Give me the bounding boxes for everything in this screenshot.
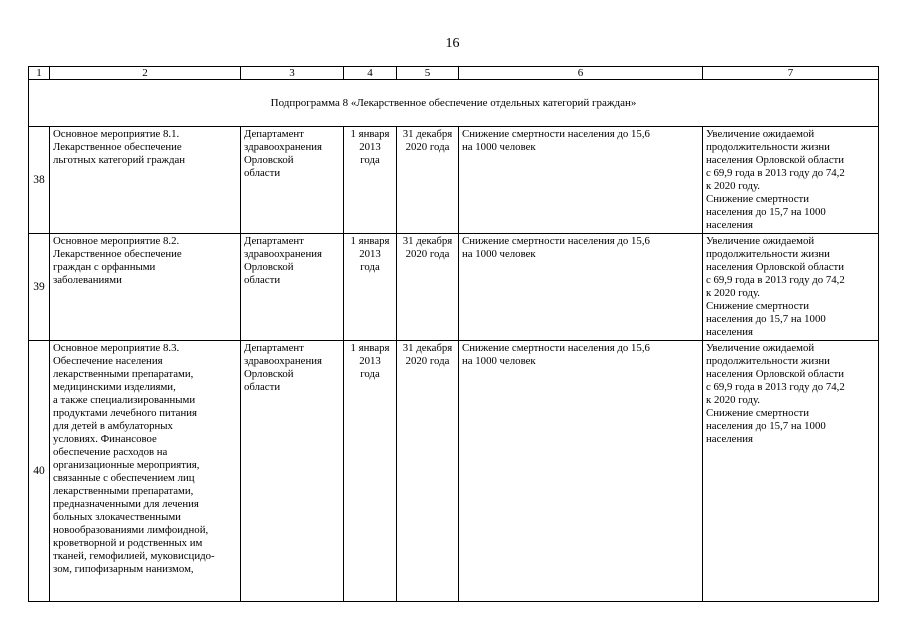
header-col-4: 4 [344, 67, 397, 80]
executor-cell: Департамент здравоохранения Орловской области [241, 341, 344, 602]
indicators-cell: Увеличение ожидаемой продолжительности жизни населения Орловской области с 69,9 года в 2013 году до 74,2 к 2020 году. Снижение смертности населения до 15,7 на 1000 населения [703, 234, 879, 341]
header-col-7: 7 [703, 67, 879, 80]
program-table [28, 66, 879, 602]
subprogram-row [29, 80, 879, 127]
table-row [29, 234, 879, 341]
activity-cell: Основное мероприятие 8.2. Лекарственное обеспечение граждан с орфанными заболеваниями [50, 234, 241, 341]
activity-cell: Основное мероприятие 8.1. Лекарственное обеспечение льготных категорий граждан [50, 127, 241, 234]
result-cell: Снижение смертности населения до 15,6 на 1000 человек [459, 127, 703, 234]
table-row [29, 127, 879, 234]
subprogram-title: Подпрограмма 8 «Лекарственное обеспечение отдельных категорий граждан» [29, 80, 879, 127]
header-col-2: 2 [50, 67, 241, 80]
row-number: 38 [29, 127, 50, 234]
end-date-cell: 31 декабря 2020 года [397, 341, 459, 602]
header-col-1: 1 [29, 67, 50, 80]
result-cell: Снижение смертности населения до 15,6 на 1000 человек [459, 234, 703, 341]
start-date-cell: 1 января 2013 года [344, 234, 397, 341]
header-col-3: 3 [241, 67, 344, 80]
indicators-cell: Увеличение ожидаемой продолжительности жизни населения Орловской области с 69,9 года в 2013 году до 74,2 к 2020 году. Снижение смертности населения до 15,7 на 1000 населения [703, 127, 879, 234]
executor-cell: Департамент здравоохранения Орловской области [241, 234, 344, 341]
end-date-cell: 31 декабря 2020 года [397, 127, 459, 234]
header-col-5: 5 [397, 67, 459, 80]
start-date-cell: 1 января 2013 года [344, 341, 397, 602]
activity-cell: Основное мероприятие 8.3. Обеспечение населения лекарственными препаратами, медицинскими изделиями, а также специализированными продуктами лечебного питания для детей в амбулаторных условиях. Финансовое обеспечение расходов на организационные мероприятия, связанные с обеспечением лиц лекарственными препаратами, предназначенными для лечения больных злокачественными новообразованиями лимфоидной, кроветворной и родственных им тканей, гемофилией, муковисцидо- зом, гипофизарным нанизмом, [50, 341, 241, 602]
header-row [29, 67, 879, 80]
end-date-cell: 31 декабря 2020 года [397, 234, 459, 341]
row-number: 39 [29, 234, 50, 341]
executor-cell: Департамент здравоохранения Орловской области [241, 127, 344, 234]
row-number: 40 [29, 341, 50, 602]
header-col-6: 6 [459, 67, 703, 80]
indicators-cell: Увеличение ожидаемой продолжительности жизни населения Орловской области с 69,9 года в 2013 году до 74,2 к 2020 году. Снижение смертности населения до 15,7 на 1000 населения [703, 341, 879, 602]
table-row [29, 341, 879, 602]
page-number: 16 [445, 36, 460, 51]
result-cell: Снижение смертности населения до 15,6 на 1000 человек [459, 341, 703, 602]
start-date-cell: 1 января 2013 года [344, 127, 397, 234]
